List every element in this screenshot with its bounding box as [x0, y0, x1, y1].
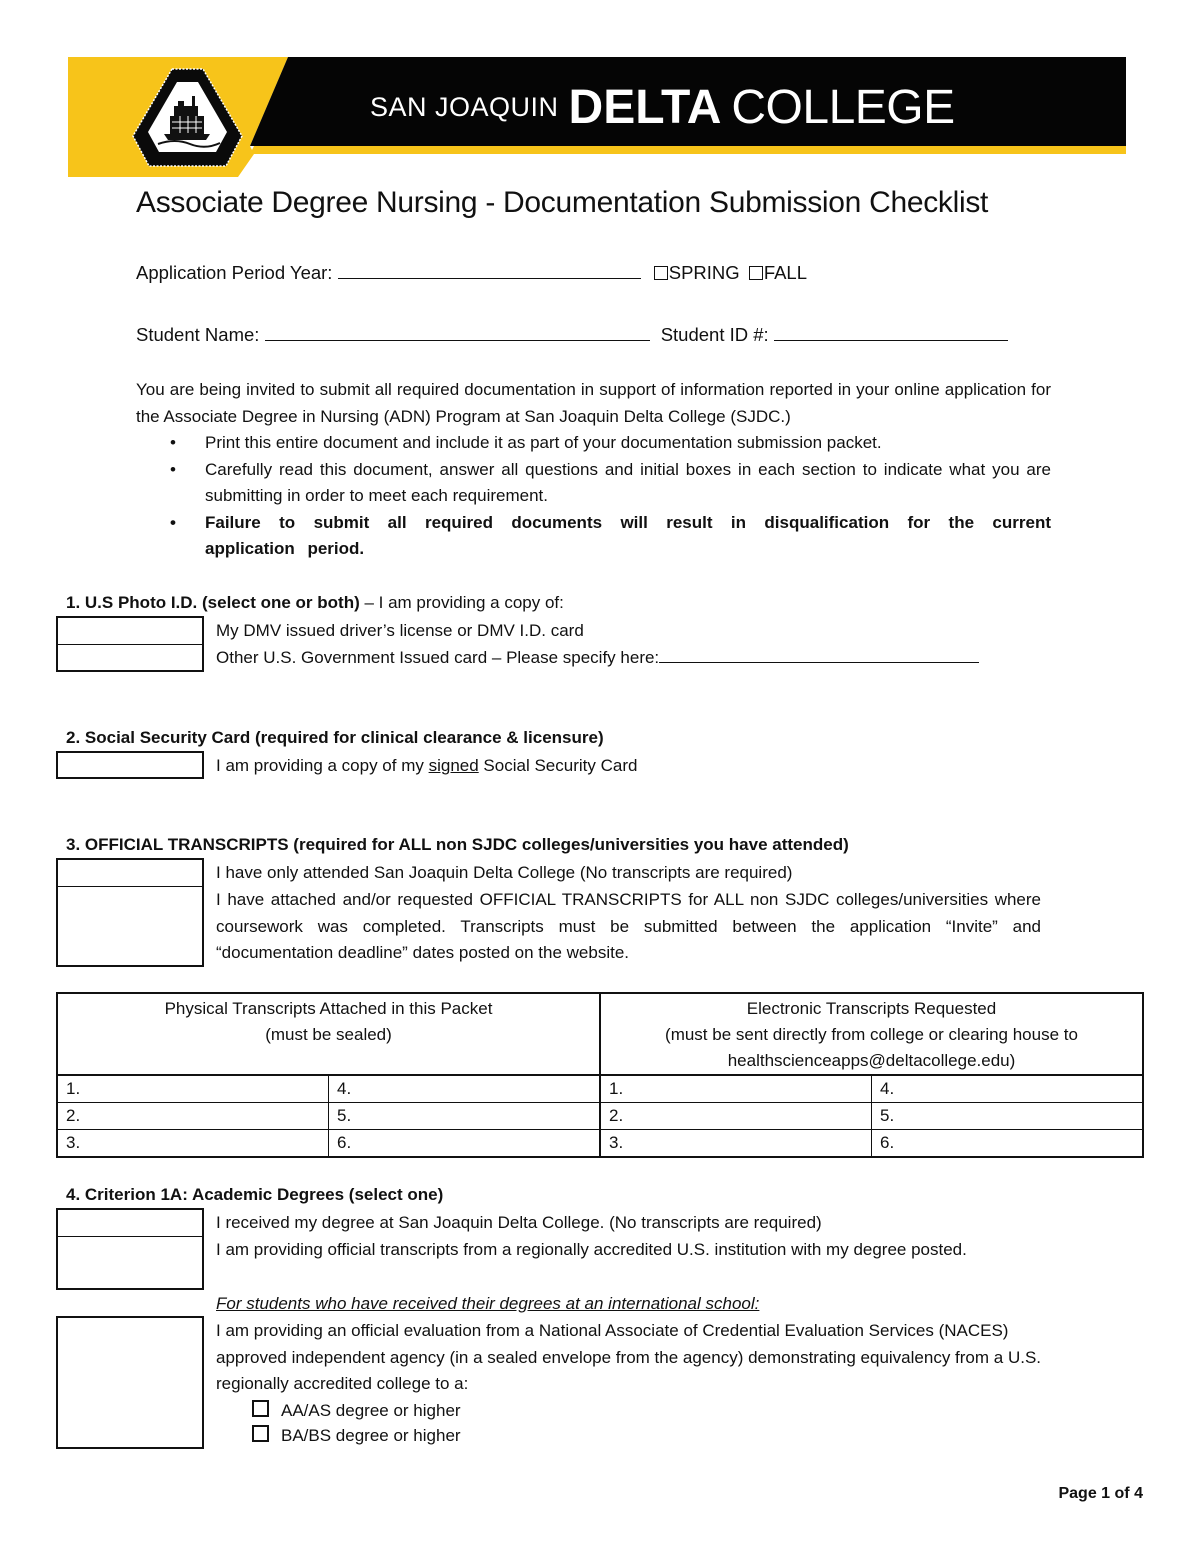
section-3-heading: 3. OFFICIAL TRANSCRIPTS (required for ALL non SJDC colleges/universities you have attended) — [66, 835, 849, 854]
other-id-specify-field[interactable] — [659, 646, 979, 663]
sjdc-degree-initial-box[interactable] — [58, 1210, 202, 1236]
section-4-option-international: I am providing an official evaluation from a National Associate of Credential Evaluation Services (NACES) approved independent agency (in a sealed envelope from the agency) demonstrating equivalency from a U.S. regionally accredited college to a: — [216, 1321, 1042, 1393]
dmv-id-initial-box[interactable] — [58, 618, 202, 644]
table-cell[interactable]: 6. — [872, 1130, 1144, 1158]
page-number: Page 1 of 4 — [1058, 1485, 1143, 1502]
instruction-item: • Print this entire document and include it as part of your documentation submission packet. — [170, 433, 882, 452]
table-cell[interactable]: 2. — [57, 1103, 329, 1130]
section-4-option-us-transcripts: I am providing official transcripts from a regionally accredited U.S. institution with my degree posted. — [216, 1240, 967, 1259]
instruction-item-warning: • Failure to submit all required documents will result in disqualification for the current application period. — [170, 512, 1051, 558]
degree-choice-ba-bs[interactable]: BA/BS degree or higher — [252, 1423, 461, 1450]
college-name-part2: DELTA — [568, 81, 722, 134]
student-info-row — [136, 324, 1008, 346]
aa-as-checkbox[interactable] — [252, 1400, 269, 1417]
section-3-option-transcripts: I have attached and/or requested OFFICIAL TRANSCRIPTS for ALL non SJDC colleges/universities where coursework was completed. Transcripts must be submitted between the application “Invite” and “documentation deadline” dates posted on the website. — [216, 890, 1041, 962]
section-4-option-sjdc: I received my degree at San Joaquin Delta College. (No transcripts are required) — [216, 1213, 822, 1232]
instruction-item: • Carefully read this document, answer all questions and initial boxes in each section to indicate what you are submitting in order to meet each requirement. — [170, 459, 1051, 505]
us-transcripts-degree-initial-box[interactable] — [58, 1237, 202, 1288]
section-4-initial-boxes — [56, 1208, 204, 1290]
application-period-year-field[interactable] — [338, 262, 641, 279]
international-evaluation-initial-box[interactable] — [56, 1316, 204, 1449]
section-1-initial-boxes — [56, 616, 204, 672]
transcripts-attached-initial-box[interactable] — [58, 887, 202, 965]
other-govt-id-initial-box[interactable] — [58, 645, 202, 670]
intro-paragraph: You are being invited to submit all required documentation in support of information reported in your online application for the Associate Degree in Nursing (ADN) Program at San Joaquin Delta College (SJDC.) — [136, 380, 1051, 426]
table-cell[interactable]: 2. — [600, 1103, 872, 1130]
physical-transcripts-header: Physical Transcripts Attached in this Packet (must be sealed) — [57, 993, 600, 1075]
table-cell[interactable]: 3. — [57, 1130, 329, 1158]
fall-checkbox[interactable] — [749, 266, 763, 280]
section-1-option-other: Other U.S. Government Issued card – Please specify here: — [216, 645, 979, 672]
table-cell[interactable]: 1. — [600, 1075, 872, 1103]
section-3-initial-boxes — [56, 858, 204, 967]
document-title: Associate Degree Nursing - Documentation Submission Checklist — [136, 186, 989, 219]
instructions-list — [166, 430, 1051, 563]
table-cell[interactable]: 5. — [329, 1103, 601, 1130]
table-row — [57, 1103, 1143, 1130]
table-row — [57, 1130, 1143, 1158]
college-name-part3: COLLEGE — [731, 81, 955, 134]
application-period-label: Application Period Year: — [136, 262, 333, 283]
section-3-option-sjdc-only: I have only attended San Joaquin Delta College (No transcripts are required) — [216, 863, 793, 882]
sjdc-only-initial-box[interactable] — [58, 860, 202, 886]
electronic-transcripts-header: Electronic Transcripts Requested (must be sent directly from college or clearing house to healthscienceapps@deltacollege.edu) — [600, 993, 1143, 1075]
ssn-card-initial-box[interactable] — [56, 751, 204, 779]
riverboat-logo-icon — [130, 66, 245, 170]
table-cell[interactable]: 5. — [872, 1103, 1144, 1130]
table-cell[interactable]: 4. — [872, 1075, 1144, 1103]
table-cell[interactable]: 4. — [329, 1075, 601, 1103]
international-note: For students who have received their degrees at an international school: — [216, 1294, 760, 1313]
table-cell[interactable]: 1. — [57, 1075, 329, 1103]
term-option-fall[interactable]: FALL — [749, 262, 807, 283]
college-wordmark — [370, 80, 955, 135]
table-cell[interactable]: 3. — [600, 1130, 872, 1158]
section-1-option-dmv: My DMV issued driver’s license or DMV I.D. card — [216, 621, 584, 640]
application-period-row — [136, 262, 807, 284]
student-id-field[interactable] — [774, 324, 1008, 341]
term-option-spring[interactable]: SPRING — [654, 262, 740, 283]
table-row — [57, 1075, 1143, 1103]
banner-yellow-stripe — [250, 146, 1126, 154]
transcripts-table — [56, 992, 1144, 1158]
section-2-option: I am providing a copy of my signed Social Security Card — [216, 756, 638, 775]
degree-choice-aa-as[interactable]: AA/AS degree or higher — [252, 1398, 461, 1425]
section-1-heading: 1. U.S Photo I.D. (select one or both) – I am providing a copy of: — [66, 593, 564, 612]
section-2-heading: 2. Social Security Card (required for clinical clearance & licensure) — [66, 728, 604, 747]
student-name-label: Student Name: — [136, 324, 260, 345]
ba-bs-checkbox[interactable] — [252, 1425, 269, 1442]
student-name-field[interactable] — [265, 324, 650, 341]
table-cell[interactable]: 6. — [329, 1130, 601, 1158]
section-4-heading: 4. Criterion 1A: Academic Degrees (select one) — [66, 1185, 444, 1204]
student-id-label: Student ID #: — [660, 324, 769, 345]
college-name-part1: SAN JOAQUIN — [370, 92, 559, 122]
spring-checkbox[interactable] — [654, 266, 668, 280]
